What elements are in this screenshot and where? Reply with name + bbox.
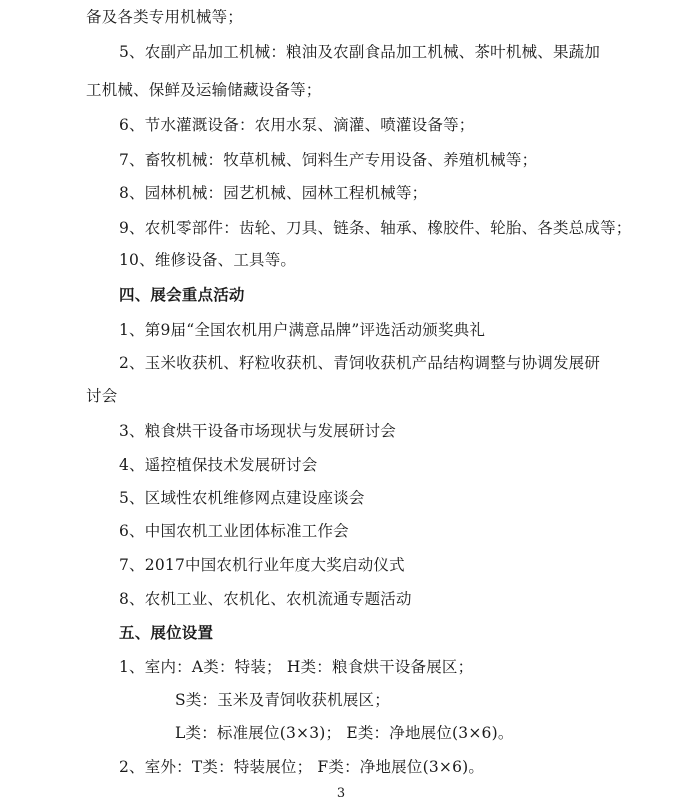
text-line: 9、农机零部件：齿轮、刀具、链条、轴承、橡胶件、轮胎、各类总成等； [119,219,632,237]
text-line: 工机械、保鲜及运输储藏设备等； [86,81,322,99]
text-line: 备及各类专用机械等； [86,8,244,26]
section-heading: 五、展位设置 [119,623,214,642]
text-line: 7、2017中国农机行业年度大奖启动仪式 [119,556,405,574]
text-line: 6、中国农机工业团体标准工作会 [119,522,349,540]
text-line: 2、室外：T类：特装展位； F类：净地展位(3×6)。 [119,758,485,776]
text-line: 4、遥控植保技术发展研讨会 [119,456,318,474]
text-line: 5、农副产品加工机械：粮油及农副食品加工机械、茶叶机械、果蔬加 [119,43,601,61]
text-line: 讨会 [86,387,118,405]
text-line: 8、园林机械：园艺机械、园林工程机械等； [119,184,428,202]
section-heading: 四、展会重点活动 [119,285,245,304]
text-line: 2、玉米收获机、籽粒收获机、青饲收获机产品结构调整与协调发展研 [119,354,601,372]
text-line: 7、畜牧机械：牧草机械、饲料生产专用设备、养殖机械等； [119,151,538,169]
text-line: 8、农机工业、农机化、农机流通专题活动 [119,590,412,608]
text-line: 1、室内：A类：特装； H类：粮食烘干设备展区； [119,658,474,676]
text-line: 5、区域性农机维修网点建设座谈会 [119,489,365,507]
text-line: 1、第9届“全国农机用户满意品牌”评选活动颁奖典礼 [119,321,486,339]
text-line: S类：玉米及青饲收获机展区； [175,691,390,709]
text-line: 10、维修设备、工具等。 [119,251,297,269]
page-number: 3 [336,786,346,801]
text-line: 6、节水灌溉设备：农用水泵、滴灌、喷灌设备等； [119,116,475,134]
text-line: L类：标准展位(3×3)； E类：净地展位(3×6)。 [175,724,514,742]
text-line: 3、粮食烘干设备市场现状与发展研讨会 [119,422,396,440]
